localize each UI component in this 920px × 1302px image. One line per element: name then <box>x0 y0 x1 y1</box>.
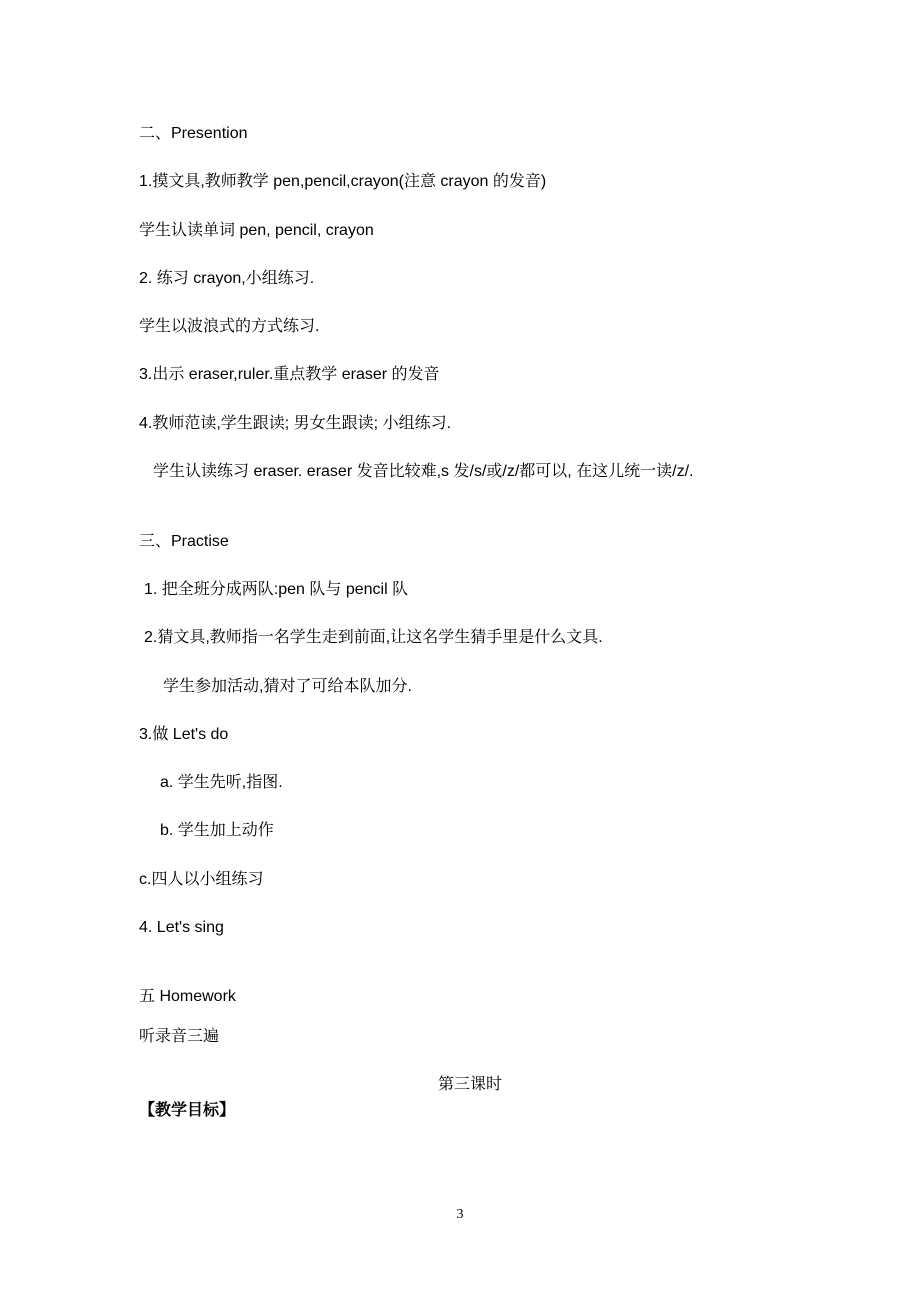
paragraph: 学生认读练习 eraser. eraser 发音比较难,s 发/s/或/z/都可以, 在这儿统一读/z/. <box>153 463 694 480</box>
lesson-title: 第三课时 <box>437 1076 502 1093</box>
paragraph: 4. Let's sing <box>139 919 224 936</box>
list-item: a. 学生先听,指图. <box>160 774 283 791</box>
page-number: 3 <box>456 1207 464 1222</box>
paragraph: 1.摸文具,教师教学 pen,pencil,crayon(注意 crayon 的发音) <box>139 173 547 190</box>
paragraph: 学生认读单词 pen, pencil, crayon <box>139 222 374 239</box>
paragraph: 1. 把全班分成两队:pen 队与 pencil 队 <box>144 581 409 598</box>
list-item: b. 学生加上动作 <box>160 822 274 839</box>
paragraph: 3.做 Let's do <box>139 726 229 743</box>
section-heading-practise: 三、Practise <box>139 533 229 550</box>
list-item: c.四人以小组练习 <box>139 871 264 888</box>
paragraph: 听录音三遍 <box>139 1028 220 1045</box>
paragraph: 学生以波浪式的方式练习. <box>139 318 320 335</box>
paragraph: 4.教师范读,学生跟读; 男女生跟读; 小组练习. <box>139 415 452 432</box>
section-heading-presentation: 二、Presention <box>139 125 248 142</box>
paragraph: 2. 练习 crayon,小组练习. <box>139 270 315 287</box>
paragraph: 2.猜文具,教师指一名学生走到前面,让这名学生猜手里是什么文具. <box>144 629 603 646</box>
section-heading-homework: 五 Homework <box>139 988 236 1005</box>
paragraph: 学生参加活动,猜对了可给本队加分. <box>163 678 412 695</box>
teaching-objectives-heading: 【教学目标】 <box>139 1102 236 1119</box>
paragraph: 3.出示 eraser,ruler.重点教学 eraser 的发音 <box>139 366 440 383</box>
